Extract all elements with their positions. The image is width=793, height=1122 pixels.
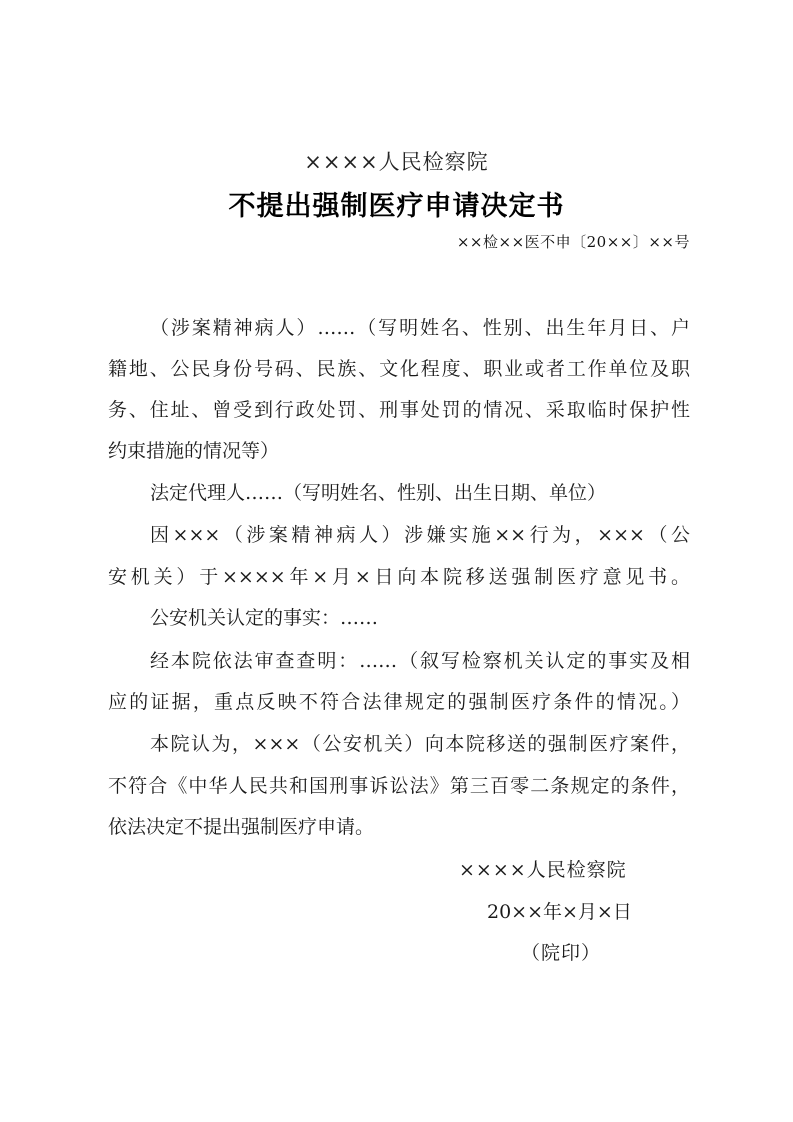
body-line: 安机关）于××××年×月×日向本院移送强制医疗意见书。 <box>108 566 690 588</box>
document-number: ××检××医不申〔20××〕××号 <box>456 233 690 251</box>
body-line: 本院认为，×××（公安机关）向本院移送的强制医疗案件， <box>150 733 690 755</box>
signature-organization: ××××人民检察院 <box>459 859 627 881</box>
body-line: （涉案精神病人）……（写明姓名、性别、出生年月日、户 <box>150 317 690 339</box>
body-line: 依法决定不提出强制医疗申请。 <box>108 816 375 838</box>
body-line: 约束措施的情况等） <box>108 440 280 462</box>
body-line: 法定代理人……（写明姓名、性别、出生日期、单位） <box>150 482 607 504</box>
signature-date: 20××年×月×日 <box>487 901 632 923</box>
document-title: 不提出强制医疗申请决定书 <box>228 191 565 222</box>
seal-note: （院印） <box>521 942 602 964</box>
body-line: 籍地、公民身份号码、民族、文化程度、职业或者工作单位及职 <box>108 358 690 380</box>
body-line: 经本院依法审查查明：……（叙写检察机关认定的事实及相 <box>150 650 690 672</box>
body-line: 应的证据，重点反映不符合法律规定的强制医疗条件的情况。） <box>108 691 690 713</box>
body-line: 不符合《中华人民共和国刑事诉讼法》第三百零二条规定的条件， <box>108 775 690 797</box>
issuing-organization: ××××人民检察院 <box>304 150 489 174</box>
body-line: 因×××（涉案精神病人）涉嫌实施××行为，×××（公 <box>150 524 690 546</box>
body-line: 务、住址、曾受到行政处罚、刑事处罚的情况、采取临时保护性 <box>108 399 690 421</box>
body-line: 公安机关认定的事实：…… <box>150 607 379 629</box>
